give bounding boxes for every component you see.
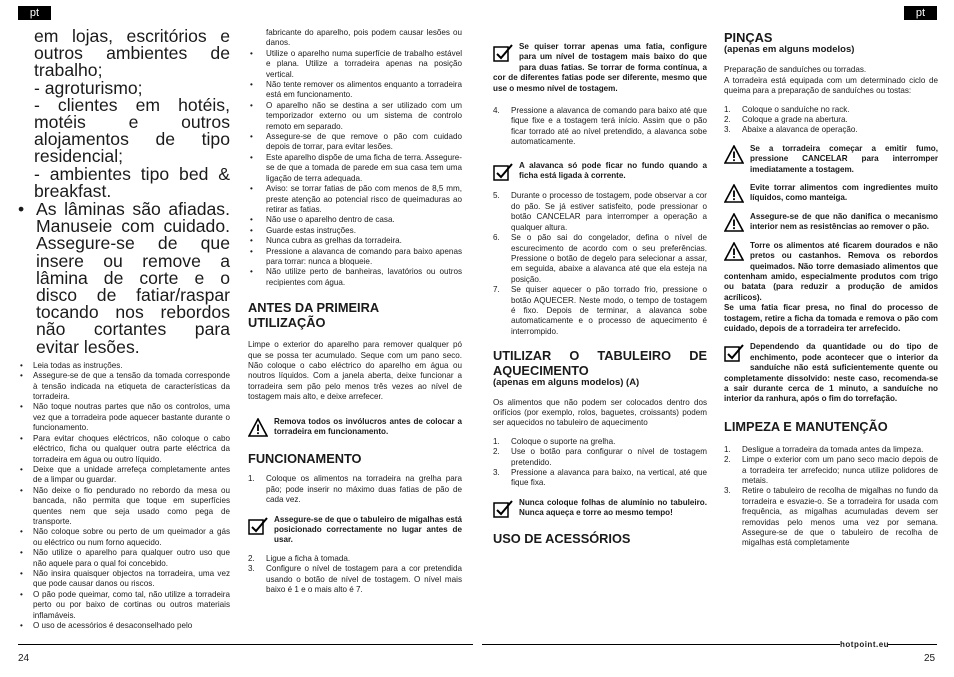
first-use-text: Limpe o exterior do aparelho para remover qualquer pó que se possa ter acumulado. Seque com um pano seco. Não coloque o cabo eléctrico do aparelho em água ou noutros líquidos. Com a janela aberta, deixe funcionar a torradeira sem pão pelo menos três vezes ao nível de tostagem mais alto, e deixe arrefecer. [248,340,462,402]
list-item: 1. Coloque o sanduíche no rack. [724,104,850,114]
list-item: 2. Limpe o exterior com um pano seco macio depois de a torradeira ter arrefecido; nunca utilize polidores de metais. [724,455,938,485]
safety-bullets-2 [248,49,462,288]
list-item: • Para evitar choques eléctricos, não coloque o cabo eléctrico, ficha ou qualquer outra parte eléctrica da torradeira em água ou outro líquido. [18,434,230,465]
column-2 [248,28,462,595]
warning-icon [248,418,268,438]
warning-note [724,212,938,233]
warning-note [724,183,938,204]
big-text-block [18,28,230,200]
cleaning-heading: LIMPEZA E MANUTENÇÃO [724,418,888,434]
list-item: • Não coloque sobre ou perto de um queimador a gás ou eléctrico ou num forno aquecido. [18,527,230,548]
first-use-heading: ANTES DA PRIMEIRA UTILIZAÇÃO [248,300,379,331]
warming-rack-steps [493,437,707,489]
list-item: 6. Se o pão sai do congelador, defina o nível de escurecimento de acordo com o seu preferências. Pressione o botão de degelo para selecionar a assar, em seguida, abaixe a alavanca até que ela esteja na posição. [493,233,707,284]
list-item: • Utilize o aparelho numa superfície de trabalho estável e plana. Utilize a torradeira apenas na posição vertical. [248,49,462,80]
info-note [493,498,707,519]
warning-text: Torre os alimentos até ficarem dourados e não pretos ou castanhos. Remova os rebordos queimados. Não torre demasiado alimentos que contenham amido, especialmente produtos com trigo ou batata (para reduzir a produção de amidos acrílicos). [724,240,938,302]
note-check-icon [724,343,744,363]
warming-rack-text: Os alimentos que não podem ser colocados dentro dos orifícios (por exemplo, rolos, baguetes, croissants) podem ser aquecidos no tabuleiro de aquecimento [493,397,707,428]
warning-text: Remova todos os invólucros antes de colocar a torradeira em funcionamento. [274,416,462,436]
tongs-heading: PINÇAS [724,30,773,45]
warning-text-cont: Se uma fatia ficar presa, no final do processo de tostagem, retire a ficha da tomada e remova o pão com cuidado, depois de a torradeira ter arrefecido. [724,303,938,333]
list-item: • Não use o aparelho dentro de casa. [248,215,462,225]
list-item: • Deixe que a unidade arrefeça completamente antes de a limpar ou guardar. [18,465,230,486]
big-bullet-list [18,201,230,356]
note-check-icon [493,499,513,519]
tongs-text: Preparação de sanduíches ou torradas. [724,65,867,75]
continued-text: fabricante do aparelho, pois podem causar lesões ou danos. [266,28,462,48]
list-item: • Aviso: se torrar fatias de pão com menos de 8,5 mm, preste atenção ao potencial risco de queimaduras ao retirar as fatias. [248,184,462,215]
list-item: • Assegure-se de que a tensão da tomada corresponde à tensão indicada na etiqueta de características da torradeira. [18,371,230,402]
warming-rack-heading: UTILIZAR O TABULEIRO DE AQUECIMENTO [493,348,707,379]
list-item: 3. Pressione a alavanca para baixo, na vertical, até que fique fixa. [493,468,707,488]
tongs-text: A torradeira está equipada com um determinado ciclo de queima para a preparação de sanduíches ou tostas: [724,75,938,96]
info-text: Se quiser torrar apenas uma fatia, configure para um nível de tostagem mais baixo do que para duas fatias. Se torrar de forma contínua, a cor de diferentes fatias pode ser diferente, mesmo que use o mesmo nível de tostagem. [493,42,707,93]
list-item: • Não utilize perto de banheiras, lavatórios ou outros recipientes com água. [248,267,462,288]
info-note [493,42,707,94]
warning-text: Assegure-se de que não danifica o mecanismo interior nem as resistências ao remover o pão. [750,211,938,232]
accessories-heading: USO DE ACESSÓRIOS [493,530,631,546]
warning-icon [724,145,744,165]
info-text: Nunca coloque folhas de alumínio no tabuleiro. Nunca aqueça e torre ao mesmo tempo! [519,497,707,518]
warning-text: Se a torradeira começar a emitir fumo, pressione CANCELAR para interromper imediatamente a tostagem. [750,143,938,174]
list-item: 3. Configure o nível de tostagem para a cor pretendida usando o botão de nível de tostagem. O nível mais baixo é 1 e o mais alto é 7. [248,564,462,595]
column-4 [724,30,938,549]
info-text: Dependendo da quantidade ou do tipo de enchimento, pode acontecer que o interior da sanduíche não está suficientemente quente ou completamente dissolvido: neste caso, recomenda-se a sair durante cerca de 1 minuto, a sanduíche no interior da ranhura, após o fim do torrefação. [724,342,938,404]
list-item: 5. Durante o processo de tostagem, pode observar a cor do pão. Se já estiver satisfeito, pode pressionar o botão CANCELAR para interromper a operação a qualquer altura. [493,191,707,232]
list-item: • O uso de acessórios é desaconselhado pelo [18,621,230,631]
list-item: • Não toque noutras partes que não os controlos, uma vez que a torradeira pode aquecer bastante durante o funcionamento. [18,402,230,433]
list-item: 3. Retire o tabuleiro de recolha de migalhas no fundo da torradeira e esvazie-o. Se a torradeira for usada com frequência, as migalhas acumuladas devem ser removidas pelo menos uma vez por semana. Assegure-se de que o tabuleiro de recolha de migalhas está completamente [724,486,938,548]
page-number-left: 24 [18,653,30,664]
list-item: 2. Use o botão para configurar o nível de tostagem pretendido. [493,447,707,467]
list-item: • O aparelho não se destina a ser utilizado com um temporizador externo ou um sistema de controlo remoto em separado. [248,101,462,132]
language-tag-left: pt [18,6,51,20]
big-line: em lojas, escritórios e outros ambientes de trabalho; [34,26,230,81]
note-check-icon [493,43,513,63]
cleaning-steps [724,445,938,549]
tongs-steps [724,105,938,136]
list-item: • Não deixe o fio pendurado no rebordo da mesa ou bancada, não permita que toque em superfícies quentes nem que seja usado como pega de transporte. [18,486,230,528]
list-item: • Não insira quaisquer objectos na torradeira, uma vez que pode causar danos ou riscos. [18,569,230,590]
warming-rack-subtitle: (apenas em alguns modelos) (A) [493,377,640,389]
list-item: 7. Se quiser aquecer o pão torrado frio, pressione o botão AQUECER. Neste modo, o tempo de tostagem é fixo. Depois de terminar, a alavanca sobe automaticamente e o processo de aquecimento é interrompido. [493,285,707,336]
info-text: Assegure-se de que o tabuleiro de migalhas está posicionado correctamente no lugar antes de usar. [274,514,463,545]
list-item: 4. Pressione a alavanca de comando para baixo até que fique fixe e a tostagem terá início. Assim que o pão ficar torrado até ao nível pretendido, a alavanca sobe automaticamente. [493,106,707,147]
warning-note [248,417,462,438]
list-item: 1. Coloque os alimentos na torradeira na grelha para pão; pode inserir no máximo duas fatias de pão de cada vez. [248,474,462,505]
big-line: - agroturismo; [34,77,143,98]
brand-label: hotpoint.eu [840,640,890,649]
column-3 [493,42,707,546]
big-bullet: • As lâminas são afiadas. Manuseie com cuidado. Assegure-se de que insere ou remove a lâmina de corte e o disco de fatiar/raspar tocando nos rebordos não cortantes para evitar lesões. [20,201,230,356]
operation-steps-4 [493,191,707,337]
list-item: • Assegure-se de que remove o pão com cuidado depois de torrar, para evitar lesões. [248,132,462,153]
safety-bullets [18,361,230,632]
operation-steps-3 [493,106,707,148]
language-tag-right: pt [904,6,937,20]
list-item: • O pão pode queimar, como tal, não utilize a torradeira perto ou por baixo de cortinas ou outros materiais inflamáveis. [18,590,230,621]
list-item: • Pressione a alavanca de comando para baixo apenas para torrar: nunca a bloqueie. [248,247,462,268]
warning-icon [724,242,744,262]
warning-note [724,144,938,175]
warning-icon [724,213,744,233]
note-check-icon [248,516,268,536]
info-note [724,342,938,404]
list-item: 3. Abaixe a alavanca de operação. [724,125,858,135]
list-item: 2. Ligue a ficha à tomada. [248,553,351,563]
big-line: - ambientes tipo bed & breakfast. [34,163,230,201]
warning-note [724,241,938,303]
big-line: - clientes em hotéis, motéis e outros alojamentos de tipo residencial; [34,94,230,167]
note-check-icon [493,162,513,182]
list-item: 2. Coloque a grade na abertura. [724,115,848,125]
warning-text: Evite torrar alimentos com ingredientes muito líquidos, como manteiga. [750,183,938,203]
operation-heading: FUNCIONAMENTO [248,451,362,467]
warning-icon [724,184,744,204]
list-item: • Não tente remover os alimentos enquanto a torradeira está em funcionamento. [248,80,462,101]
info-text: A alavanca só pode ficar no fundo quando a ficha está ligada à corrente. [519,160,707,181]
info-note [248,515,462,546]
page-number-right: 25 [924,653,936,664]
operation-steps [248,474,462,505]
list-item: • Leia todas as instruções. [18,361,230,371]
info-note [493,161,707,182]
list-item: • Não utilize o aparelho para qualquer outro uso que não aquele para o qual foi concebido. [18,548,230,569]
tongs-subtitle: (apenas em alguns modelos) [724,44,855,55]
list-item: 1. Desligue a torradeira da tomada antes da limpeza. [724,444,924,454]
list-item: 1. Coloque o suporte na grelha. [493,436,616,446]
column-1 [18,28,230,631]
operation-steps-2 [248,554,462,596]
list-item: • Este aparelho dispõe de uma ficha de terra. Assegure-se de que a tomada de parede em sua casa tem uma ligação de terra adequada. [248,153,462,184]
list-item: • Nunca cubra as grelhas da torradeira. [248,236,462,246]
footer-rule-left [18,644,473,645]
list-item: • Guarde estas instruções. [248,226,462,236]
